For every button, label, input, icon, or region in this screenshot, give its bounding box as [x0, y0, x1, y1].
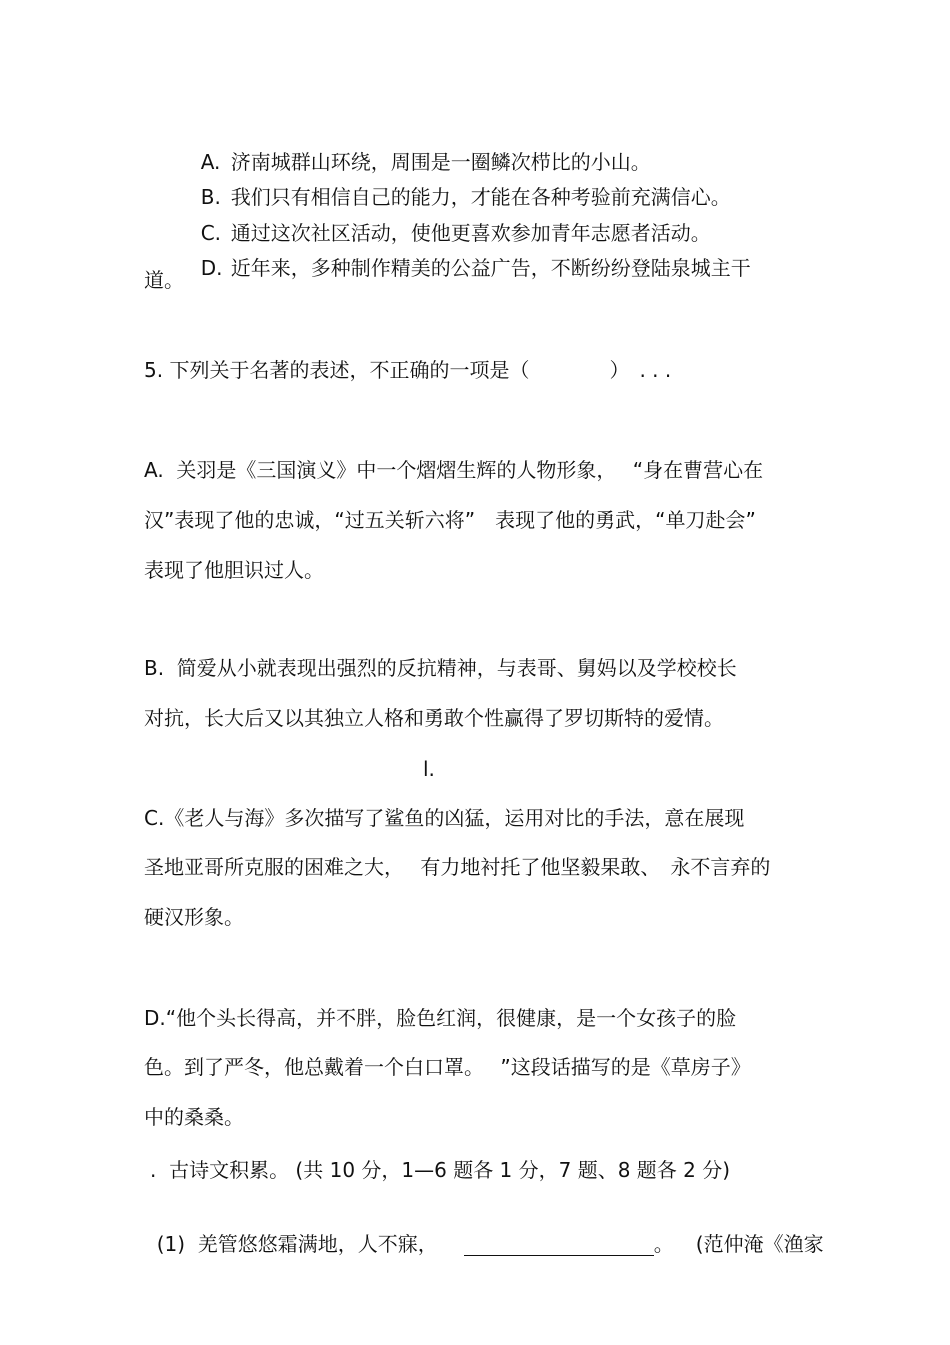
fill-in-blank[interactable]: [464, 1235, 654, 1256]
q5-option-b-line1: B. 简爱从小就表现出强烈的反抗精神，与表哥、舅妈以及学校校长: [144, 656, 737, 680]
option-label: B.: [200, 185, 221, 209]
q5-option-d-line2: 色。到了严冬，他总戴着一个白口罩。 ”这段话描写的是《草房子》: [144, 1055, 751, 1079]
option-text: 济南城群山环绕，周围是一圈鳞次栉比的小山。: [230, 150, 651, 174]
blank-end: 。: [653, 1232, 674, 1256]
stray-mark: l.: [423, 757, 435, 781]
option-text: 我们只有相信自己的能力，才能在各种考验前充满信心。: [230, 185, 731, 209]
option-label: C.: [200, 221, 222, 245]
option-text: 通过这次社区活动，使他更喜欢参加青年志愿者活动。: [230, 221, 711, 245]
section-heading: . 古诗文积累。 (共 10 分，1—6 题各 1 分，7 题、8 题各 2 分): [150, 1158, 731, 1182]
option-text: 近年来，多种制作精美的公益广告，不断纷纷登陆泉城主干: [230, 256, 751, 280]
q5-option-c-line3: 硬汉形象。: [144, 905, 244, 929]
q5-option-d-line3: 中的桑桑。: [144, 1105, 244, 1129]
q4-option-d: [188, 232, 751, 280]
q5-option-c-line2: 圣地亚哥所克服的困难之大， 有力地衬托了他坚毅果敢、 永不言弃的: [144, 855, 771, 879]
option-label: A.: [200, 150, 221, 174]
q5-option-a-line1: A. 关羽是《三国演义》中一个熠熠生辉的人物形象， “身在曹营心在: [144, 458, 764, 482]
poem-item-prefix: (1) 羌管悠悠霜满地，人不寐，: [156, 1232, 438, 1256]
option-label: D.: [200, 256, 223, 280]
poem-item-suffix: (范仲淹《渔家: [695, 1232, 824, 1256]
q5-option-a-line2: 汉”表现了他的忠诚，“过五关斩六将” 表现了他的勇武，“单刀赴会”: [144, 508, 756, 532]
q5-stem: 5. 下列关于名著的表述，不正确的一项是（ ） . . .: [144, 358, 672, 382]
q5-option-c-line1: C.《老人与海》多次描写了鲨鱼的凶猛，运用对比的手法，意在展现: [144, 806, 745, 830]
q5-option-a-line3: 表现了他胆识过人。: [144, 558, 324, 582]
q5-option-d-line1: D.“他个头长得高，并不胖，脸色红润，很健康，是一个女孩子的脸: [144, 1006, 737, 1030]
q4-option-d-continuation: 道。: [144, 268, 184, 292]
q5-option-b-line2: 对抗，长大后又以其独立人格和勇敢个性赢得了罗切斯特的爱情。: [144, 706, 724, 730]
poem-item-1: [144, 1208, 824, 1256]
